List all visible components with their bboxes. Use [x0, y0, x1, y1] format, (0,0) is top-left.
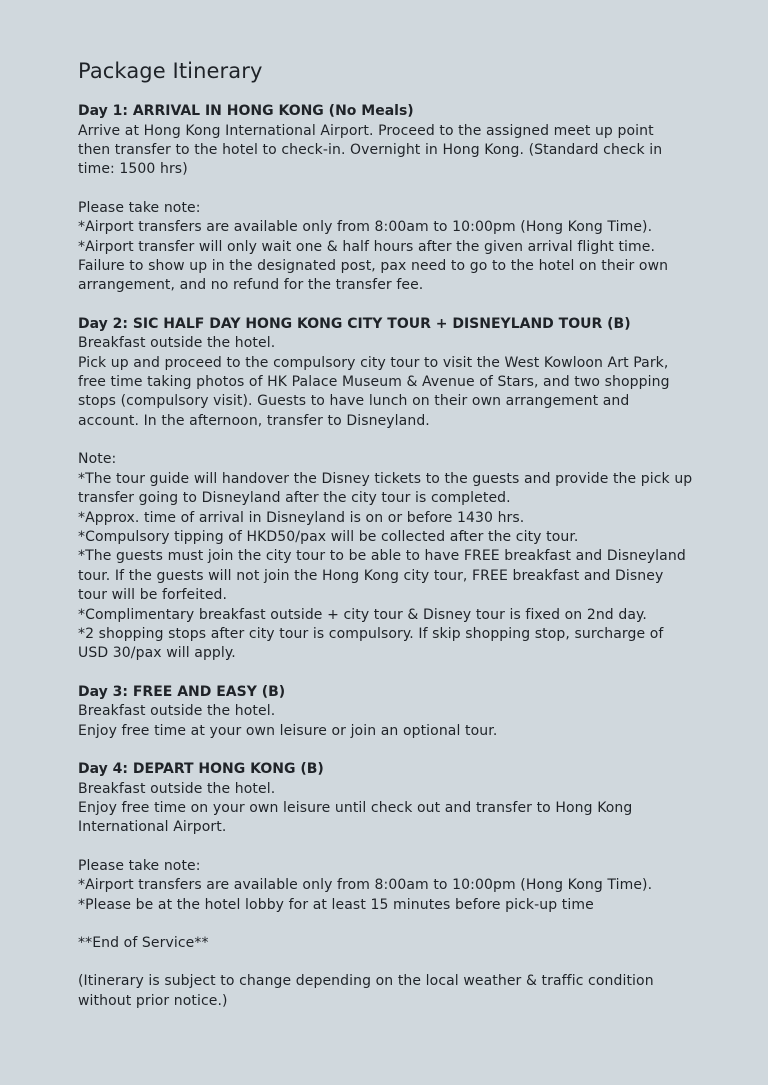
page-title: Package Itinerary	[78, 59, 263, 83]
day-2-note: *The tour guide will handover the Disney tickets to the guests and provide the pick up	[78, 470, 693, 487]
day-1-note: Failure to show up in the designated post, pax need to go to the hotel on their own	[78, 257, 669, 274]
day-2-note-label: Note:	[78, 451, 117, 468]
day-1-heading: Day 1: ARRIVAL IN HONG KONG (No Meals)	[78, 103, 414, 119]
day-1-text: time: 1500 hrs)	[78, 161, 188, 178]
day-4-heading: Day 4: DEPART HONG KONG (B)	[78, 761, 324, 778]
day-1-note: *Airport transfers are available only from 8:00am to 10:00pm (Hong Kong Time).	[78, 219, 653, 236]
day-2-note: *2 shopping stops after city tour is compulsory. If skip shopping stop, surcharge of	[78, 625, 664, 642]
day-4-section	[78, 760, 708, 915]
day-3-text: Breakfast outside the hotel.	[78, 703, 276, 720]
day-2-heading: Day 2: SIC HALF DAY HONG KONG CITY TOUR + DISNEYLAND TOUR (B)	[78, 315, 631, 332]
day-2-note: *The guests must join the city tour to be able to have FREE breakfast and Disneyland	[78, 548, 686, 565]
day-3-section	[78, 683, 708, 741]
day-4-note: *Airport transfers are available only from 8:00am to 10:00pm (Hong Kong Time).	[78, 877, 653, 894]
day-4-text: International Airport.	[78, 819, 227, 836]
day-2-note: *Approx. time of arrival in Disneyland is on or before 1430 hrs.	[78, 509, 525, 526]
end-of-service-text: **End of Service**	[78, 935, 209, 951]
day-2-note: tour will be forfeited.	[78, 587, 228, 604]
day-2-note: USD 30/pax will apply.	[78, 645, 236, 662]
day-2-note: tour. If the guests will not join the Hong Kong city tour, FREE breakfast and Disney	[78, 567, 664, 584]
day-3-text: Enjoy free time at your own leisure or join an optional tour.	[78, 722, 498, 739]
day-2-text: stops (compulsory visit). Guests to have lunch on their own arrangement and	[78, 393, 630, 410]
day-1-note: arrangement, and no refund for the transfer fee.	[78, 277, 424, 294]
day-3-heading: Day 3: FREE AND EASY (B)	[78, 683, 286, 700]
day-2-text: account. In the afternoon, transfer to Disneyland.	[78, 412, 430, 429]
day-2-note: transfer going to Disneyland after the city tour is completed.	[78, 490, 511, 507]
day-1-note: *Airport transfer will only wait one & half hours after the given arrival flight time.	[78, 238, 656, 255]
day-2-note: *Compulsory tipping of HKD50/pax will be collected after the city tour.	[78, 528, 579, 545]
day-1-text: Arrive at Hong Kong International Airport. Proceed to the assigned meet up point	[78, 122, 654, 139]
day-4-text: Breakfast outside the hotel.	[78, 780, 276, 797]
day-1-text: then transfer to the hotel to check-in. Overnight in Hong Kong. (Standard check in	[78, 141, 663, 158]
day-2-text: free time taking photos of HK Palace Museum & Avenue of Stars, and two shopping	[78, 374, 670, 391]
day-2-text: Pick up and proceed to the compulsory city tour to visit the West Kowloon Art Park,	[78, 354, 669, 371]
day-4-note-label: Please take note:	[78, 857, 201, 874]
day-4-note: *Please be at the hotel lobby for at least 15 minutes before pick-up time	[78, 896, 594, 913]
disclaimer-text: (Itinerary is subject to change depending on the local weather & traffic condition	[78, 973, 654, 990]
day-2-text: Breakfast outside the hotel.	[78, 335, 276, 352]
day-2-section	[78, 315, 708, 664]
day-1-note-label: Please take note:	[78, 199, 201, 216]
day-4-text: Enjoy free time on your own leisure until check out and transfer to Hong Kong	[78, 799, 633, 816]
day-2-note: *Complimentary breakfast outside + city tour & Disney tour is fixed on 2nd day.	[78, 606, 647, 623]
day-1-section	[78, 102, 708, 296]
disclaimer-text: without prior notice.)	[78, 992, 228, 1009]
